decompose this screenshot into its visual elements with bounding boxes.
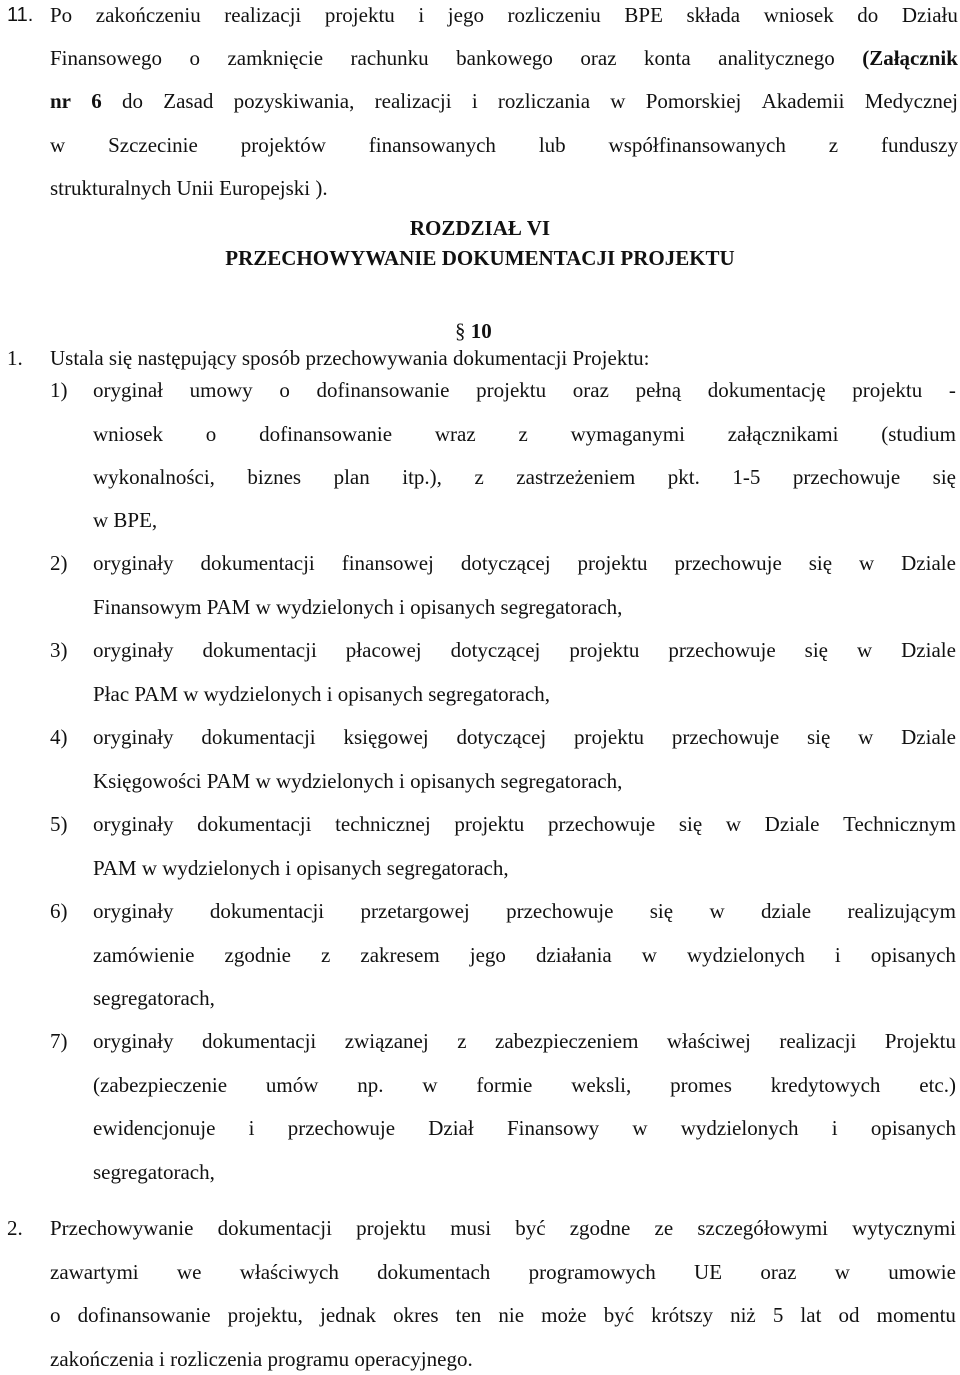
word: (studium xyxy=(881,422,956,446)
word: oryginał xyxy=(93,378,163,402)
word: płacowej xyxy=(345,638,422,662)
word: projektu xyxy=(574,725,645,749)
word: oryginały xyxy=(93,1029,174,1053)
word: funduszy xyxy=(880,133,958,157)
word: BPE xyxy=(624,3,663,27)
list-item-line xyxy=(93,901,956,922)
word: projektów xyxy=(240,133,326,157)
word: lat xyxy=(800,1303,822,1327)
word: przechowuje xyxy=(287,1116,396,1140)
word: zabezpieczeniem xyxy=(495,1029,639,1053)
word: w xyxy=(50,133,66,157)
word: z xyxy=(828,133,839,157)
word: Działu xyxy=(901,3,958,27)
word: ten xyxy=(455,1303,482,1327)
word: Finansowego xyxy=(50,46,162,70)
word: programowych xyxy=(528,1260,656,1284)
word: rozliczania xyxy=(497,89,591,113)
list-item-line: Finansowym PAM w wydzielonych i opisanych segregatorach, xyxy=(93,595,623,619)
list-item-number: 1) xyxy=(50,378,68,402)
word: oryginały xyxy=(93,725,174,749)
word: wymaganymi xyxy=(570,422,685,446)
word: być xyxy=(515,1216,546,1240)
word: Technicznym xyxy=(843,812,956,836)
word: technicznej xyxy=(335,812,431,836)
word: momentu xyxy=(876,1303,956,1327)
list-item-line xyxy=(93,1118,956,1139)
word: plan xyxy=(333,465,370,489)
word: i xyxy=(834,943,841,967)
list-item-line xyxy=(93,1075,956,1096)
word: przechowuje xyxy=(674,551,782,575)
word: się xyxy=(808,551,833,575)
word: opisanych xyxy=(870,1116,956,1140)
paragraph-number: 11. xyxy=(7,4,34,26)
word: wykonalności, xyxy=(93,465,215,489)
word: we xyxy=(176,1260,202,1284)
word: Dziale xyxy=(901,638,956,662)
chapter-title: ROZDZIAŁ VI xyxy=(409,216,551,240)
list-item-number: 6) xyxy=(50,899,68,923)
word: formie xyxy=(476,1073,533,1097)
word: się xyxy=(649,899,674,923)
word: dokumentację xyxy=(707,378,826,402)
word: 6 xyxy=(91,89,102,113)
word: oryginały xyxy=(93,899,174,923)
list-item-line xyxy=(93,814,956,835)
word: i xyxy=(418,3,425,27)
word: umowie xyxy=(888,1260,956,1284)
point-1-number: 1. xyxy=(7,346,23,370)
word: umowy xyxy=(189,378,253,402)
list-item-line xyxy=(93,380,956,401)
word: dofinansowanie xyxy=(316,378,450,402)
list-item-line: PAM w wydzielonych i opisanych segregatorach, xyxy=(93,856,509,880)
section-heading xyxy=(455,321,492,342)
list-item-line xyxy=(93,1031,956,1052)
word: do xyxy=(122,89,143,113)
word: projektu xyxy=(324,3,395,27)
word: oryginały xyxy=(93,638,174,662)
word: w xyxy=(859,551,875,575)
word: jego xyxy=(447,3,484,27)
word: Zasad xyxy=(163,89,214,113)
word: o xyxy=(50,1303,61,1327)
word: projektu xyxy=(476,378,547,402)
word: wydzielonych xyxy=(680,1116,799,1140)
word: właściwej xyxy=(666,1029,751,1053)
word: przechowuje xyxy=(668,638,776,662)
list-item-number: 3) xyxy=(50,638,68,662)
word: pozyskiwania, xyxy=(233,89,355,113)
point-2-number: 2. xyxy=(7,1216,23,1240)
word: Finansowy xyxy=(506,1116,600,1140)
intro-line-3 xyxy=(50,91,958,112)
word: załącznikami xyxy=(727,422,839,446)
word: i xyxy=(831,1116,838,1140)
word: wniosek xyxy=(93,422,163,446)
word: dziale xyxy=(760,899,812,923)
word: dotyczącej xyxy=(456,725,547,749)
word: z xyxy=(474,465,484,489)
word: zgodnie xyxy=(224,943,291,967)
word: Medycznej xyxy=(864,89,958,113)
word: projektu xyxy=(852,378,923,402)
word: 5 xyxy=(772,1303,784,1327)
list-item-line: segregatorach, xyxy=(93,1160,215,1184)
word: właściwych xyxy=(239,1260,339,1284)
word: realizacji xyxy=(779,1029,857,1053)
word: Szczecinie xyxy=(108,133,198,157)
word: Dział xyxy=(428,1116,474,1140)
word: o xyxy=(189,46,200,70)
word: rachunku xyxy=(350,46,429,70)
list-item-line xyxy=(93,467,956,488)
word: kredytowych xyxy=(770,1073,881,1097)
word: przechowuje xyxy=(547,812,656,836)
point-2-line-4: zakończenia i rozliczenia programu operacyjnego. xyxy=(50,1347,473,1371)
word: finansowej xyxy=(341,551,434,575)
word: nr xyxy=(50,89,71,113)
word: przechowuje xyxy=(506,899,614,923)
intro-line-2 xyxy=(50,48,958,69)
word: w xyxy=(641,943,657,967)
intro-line-4 xyxy=(50,135,958,156)
word: się xyxy=(806,725,831,749)
word: współfinansowanych xyxy=(608,133,786,157)
word: zgodne xyxy=(569,1216,631,1240)
word: dofinansowanie xyxy=(77,1303,211,1327)
word: - xyxy=(948,378,956,402)
word: zastrzeżeniem xyxy=(516,465,636,489)
word: umów xyxy=(265,1073,319,1097)
list-item-line: segregatorach, xyxy=(93,986,215,1010)
word: z xyxy=(457,1029,467,1053)
word: ewidencjonuje xyxy=(93,1116,216,1140)
word: w xyxy=(856,638,873,662)
point-2-line-3 xyxy=(50,1305,956,1326)
word: biznes xyxy=(247,465,302,489)
word: realizującym xyxy=(847,899,956,923)
intro-line-5: strukturalnych Unii Europejski ). xyxy=(50,176,328,200)
word: Akademii xyxy=(761,89,845,113)
word: etc.) xyxy=(919,1073,956,1097)
word: UE xyxy=(694,1260,723,1284)
word: projektu, xyxy=(227,1303,303,1327)
word: o xyxy=(279,378,290,402)
word: dokumentacji xyxy=(217,1216,332,1240)
word: np. xyxy=(357,1073,384,1097)
word: lub xyxy=(538,133,566,157)
list-item-line xyxy=(93,640,956,661)
word: dotyczącej xyxy=(450,638,541,662)
word: Przechowywanie xyxy=(50,1216,194,1240)
word: jego xyxy=(469,943,506,967)
word: dokumentacji xyxy=(202,638,317,662)
section-sign-icon: § xyxy=(455,319,466,343)
word: analitycznego xyxy=(718,46,835,70)
word: Po xyxy=(50,3,73,27)
point-2-line-1 xyxy=(50,1218,956,1239)
word: zamknięcie xyxy=(227,46,324,70)
word: dokumentacji xyxy=(200,551,315,575)
word: Dziale xyxy=(901,551,956,575)
word: i xyxy=(471,89,478,113)
word: o xyxy=(205,422,217,446)
word: dokumentacji xyxy=(201,1029,317,1053)
point-1-text: Ustala się następujący sposób przechowywania dokumentacji Projektu: xyxy=(50,346,650,370)
word: w xyxy=(858,725,874,749)
word: zamówienie xyxy=(93,943,195,967)
word: (Załącznik xyxy=(862,46,958,70)
word: w xyxy=(725,812,742,836)
word: od xyxy=(838,1303,860,1327)
word: w xyxy=(422,1073,438,1097)
word: wraz xyxy=(434,422,476,446)
word: itp.), xyxy=(402,465,442,489)
word: jednak xyxy=(319,1303,376,1327)
word: dofinansowanie xyxy=(259,422,393,446)
list-item-line xyxy=(93,424,956,445)
word: projektu xyxy=(454,812,525,836)
point-2-line-2 xyxy=(50,1262,956,1283)
word: się xyxy=(932,465,956,489)
word: przechowuje xyxy=(671,725,780,749)
word: przetargowej xyxy=(360,899,470,923)
word: z xyxy=(321,943,331,967)
word: projektu xyxy=(569,638,640,662)
word: księgowej xyxy=(343,725,429,749)
list-item-number: 7) xyxy=(50,1029,68,1053)
list-item-number: 4) xyxy=(50,725,68,749)
word: projektu xyxy=(356,1216,427,1240)
word: i xyxy=(248,1116,255,1140)
word: promes xyxy=(670,1073,732,1097)
word: finansowanych xyxy=(368,133,496,157)
list-item-line: Płac PAM w wydzielonych i opisanych segregatorach, xyxy=(93,682,551,706)
word: dokumentacji xyxy=(197,812,312,836)
word: realizacji xyxy=(374,89,452,113)
word: składa xyxy=(686,3,741,27)
word: wniosek xyxy=(763,3,834,27)
word: związanej xyxy=(344,1029,429,1053)
word: pkt. xyxy=(667,465,700,489)
word: dokumentacji xyxy=(201,725,316,749)
word: nie xyxy=(498,1303,525,1327)
word: w xyxy=(834,1260,850,1284)
word: w xyxy=(610,89,626,113)
word: oryginały xyxy=(93,551,174,575)
word: zakresem xyxy=(360,943,440,967)
word: zawartymi xyxy=(50,1260,139,1284)
word: realizacji xyxy=(224,3,302,27)
word: wydzielonych xyxy=(687,943,805,967)
list-item-number: 5) xyxy=(50,812,68,836)
word: Pomorskiej xyxy=(645,89,742,113)
word: ze xyxy=(654,1216,674,1240)
word: w xyxy=(632,1116,648,1140)
word: oryginały xyxy=(93,812,174,836)
word: weksli, xyxy=(571,1073,632,1097)
word: 1-5 xyxy=(732,465,761,489)
word: wytycznymi xyxy=(852,1216,956,1240)
word: przechowuje xyxy=(792,465,901,489)
word: dokumentach xyxy=(377,1260,491,1284)
word: się xyxy=(804,638,828,662)
list-item-line: Księgowości PAM w wydzielonych i opisanych segregatorach, xyxy=(93,769,623,793)
word: rozliczeniu xyxy=(507,3,601,27)
word: (zabezpieczenie xyxy=(93,1073,228,1097)
word: musi xyxy=(450,1216,492,1240)
word: opisanych xyxy=(870,943,956,967)
word: do xyxy=(857,3,879,27)
word: dokumentacji xyxy=(209,899,325,923)
word: pełną xyxy=(635,378,682,402)
list-item-number: 2) xyxy=(50,551,68,575)
word: szczegółowymi xyxy=(697,1216,828,1240)
word: bankowego xyxy=(456,46,553,70)
word: oraz xyxy=(580,46,617,70)
word: konta xyxy=(644,46,691,70)
word: oraz xyxy=(760,1260,797,1284)
word: działania xyxy=(535,943,612,967)
section-number: 10 xyxy=(470,319,492,343)
list-item-line xyxy=(93,727,956,748)
word: się xyxy=(678,812,703,836)
word: krótszy xyxy=(651,1303,713,1327)
word: może xyxy=(541,1303,587,1327)
word: projektu xyxy=(577,551,648,575)
word: w xyxy=(709,899,725,923)
word: Dziale xyxy=(901,725,956,749)
word: być xyxy=(603,1303,635,1327)
word: Projektu xyxy=(884,1029,956,1053)
word: niż xyxy=(730,1303,756,1327)
list-item-line xyxy=(93,553,956,574)
word: oraz xyxy=(572,378,609,402)
word: Dziale xyxy=(764,812,820,836)
word: z xyxy=(518,422,528,446)
word: dotyczącej xyxy=(460,551,551,575)
list-item-line: w BPE, xyxy=(93,508,158,532)
word: zakończeniu xyxy=(95,3,201,27)
chapter-subtitle: PRZECHOWYWANIE DOKUMENTACJI PROJEKTU xyxy=(225,246,735,270)
list-item-line xyxy=(93,945,956,966)
word: okres xyxy=(393,1303,439,1327)
intro-line-1 xyxy=(50,5,958,26)
